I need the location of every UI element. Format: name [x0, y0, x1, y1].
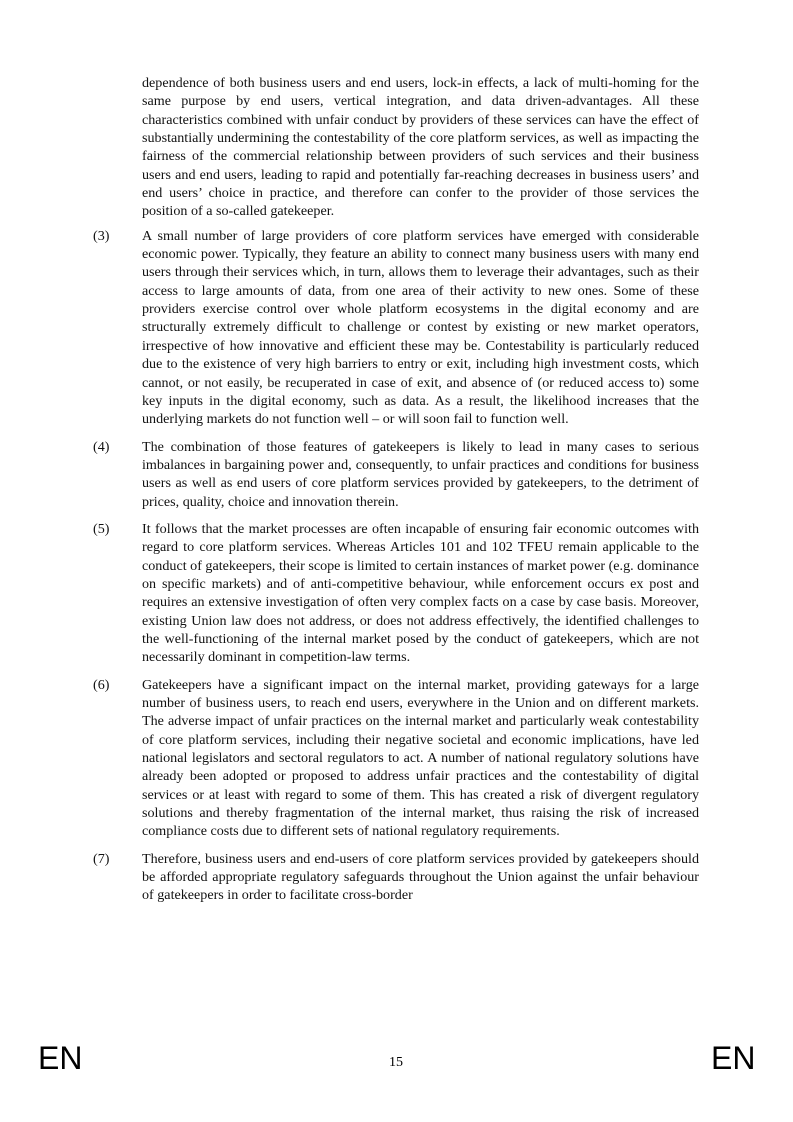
paragraph-number: (6) [93, 676, 110, 693]
paragraph-continued [93, 74, 699, 221]
page-number: 15 [389, 1055, 403, 1070]
paragraph-number: (3) [93, 227, 110, 244]
paragraph-4 [93, 438, 699, 511]
paragraph-6 [93, 676, 699, 841]
paragraph-7 [93, 850, 699, 905]
paragraph-text: Therefore, business users and end-users of core platform services provided by gatekeepers should be afforded appropriate regulatory safeguards throughout the Union against the unfair behaviour of gatekeepers in order to facilitate cross-border [142, 850, 699, 904]
footer-language-left: EN [38, 1040, 83, 1076]
footer-language-right: EN [711, 1040, 756, 1076]
paragraph-text: The combination of those features of gatekeepers is likely to lead in many cases to serious imbalances in bargaining power and, consequently, to unfair practices and conditions for business users as well as end users of core platform services provided by gatekeepers, to the detriment of prices, quality, choice and innovation therein. [142, 438, 699, 510]
paragraph-number: (7) [93, 850, 110, 867]
document-body [93, 74, 699, 914]
paragraph-text: A small number of large providers of core platform services have emerged with considerable economic power. Typically, they feature an ability to connect many business users with many end users through their services which, in turn, allows them to leverage their advantages, such as their access to large amounts of data, from one area of their activity to new ones. Some of these providers exercise control over whole platform ecosystems in the digital economy and are structurally extremely difficult to challenge or contest by existing or new market operators, irrespective of how innovative and efficient these may be. Contestability is particularly reduced due to the existence of very high barriers to entry or exit, including high investment costs, which cannot, or not easily, be recuperated in case of exit, and absence of (or reduced access to) some key inputs in the digital economy, such as data. As a result, the likelihood increases that the underlying markets do not function well – or will soon fail to function well. [142, 227, 699, 428]
paragraph-text: It follows that the market processes are often incapable of ensuring fair economic outcomes with regard to core platform services. Whereas Articles 101 and 102 TFEU remain applicable to the conduct of gatekeepers, their scope is limited to certain instances of market power (e.g. dominance on specific markets) and of anti-competitive behaviour, while enforcement occurs ex post and requires an extensive investigation of often very complex facts on a case by case basis. Moreover, existing Union law does not address, or does not address effectively, the identified challenges to the well-functioning of the internal market posed by the conduct of gatekeepers, which are not necessarily dominant in competition-law terms. [142, 520, 699, 666]
paragraph-5 [93, 520, 699, 667]
paragraph-number: (4) [93, 438, 110, 455]
paragraph-text: dependence of both business users and end users, lock-in effects, a lack of multi-homing for the same purpose by end users, vertical integration, and data driven-advantages. All these characteristics combined with unfair conduct by providers of these services can have the effect of substantially undermining the contestability of the core platform services, as well as impacting the fairness of the commercial relationship between providers of such services and their business users and end users, leading to rapid and potentially far-reaching decreases in business users’ and end users’ choice in practice, and therefore can confer to the provider of those services the position of a so-called gatekeeper. [142, 75, 699, 220]
paragraph-3 [93, 227, 699, 429]
paragraph-number: (5) [93, 520, 110, 537]
paragraph-text: Gatekeepers have a significant impact on the internal market, providing gateways for a large number of business users, to reach end users, everywhere in the Union and on different markets. The adverse impact of unfair practices on the internal market and particularly weak contestability of core platform services, including their negative societal and economic implications, have led national legislators and sectoral regulators to act. A number of national regulatory solutions have already been adopted or proposed to address unfair practices and the contestability of digital services or at least with regard to some of them. This has created a risk of divergent regulatory solutions and thereby fragmentation of the internal market, thus raising the risk of increased compliance costs due to different sets of national regulatory requirements. [142, 676, 699, 840]
